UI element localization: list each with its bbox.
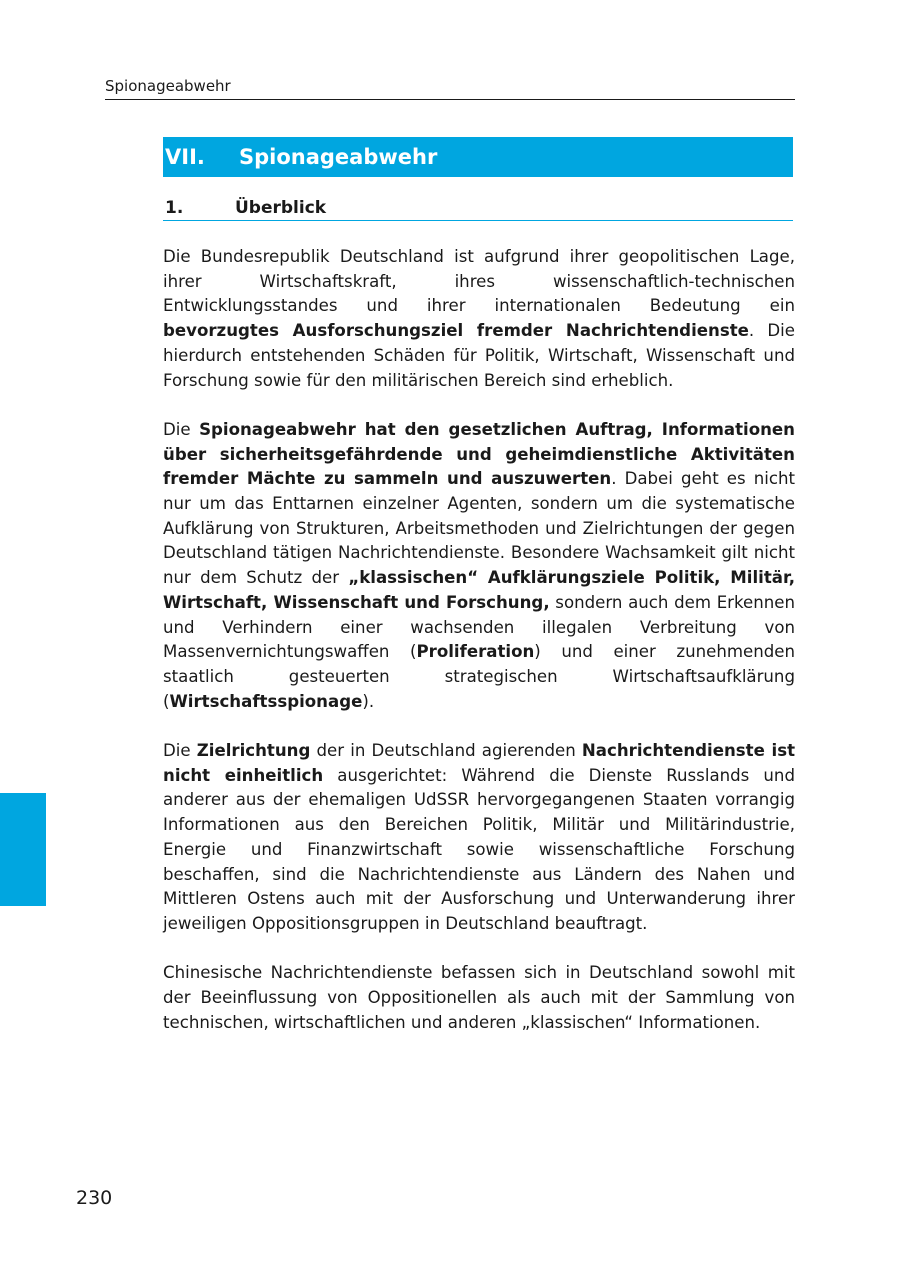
text-run: ) und einer zunehmenden staatlich gesteuerten strategischen Wirtschaftsaufklärung ( (163, 642, 795, 711)
section-heading (163, 197, 793, 221)
text-run: Die (163, 741, 197, 761)
text-run: der in Deutschland agierenden (310, 741, 582, 761)
text-run: Die (163, 419, 200, 439)
body-text (163, 245, 795, 1060)
text-run: . Die hierdurch entstehenden Schäden für Politik, Wirtschaft, Wissenschaft und Forschung sowie für den militärischen Bereich sind erheblich. (163, 321, 795, 390)
emphasis-text: bevorzugtes Ausforschungsziel fremder Nachrichtendienste (163, 321, 749, 341)
emphasis-text: Wirtschaftsspionage (169, 691, 363, 711)
paragraph-3 (163, 739, 795, 937)
emphasis-text: Proliferation (416, 642, 535, 662)
chapter-heading (163, 137, 793, 177)
text-run: Chinesische Nachrichtendienste befassen sich in Deutschland sowohl mit der Beeinflussung von Oppositionellen als auch mit der Sammlung von technischen, wirtschaftlichen und anderen „klassischen“ Informationen. (163, 963, 795, 1032)
emphasis-text: „klassischen“ Aufklärungsziele Politik, Militär, Wirtschaft, Wissenschaft und Forschung, (163, 568, 795, 612)
text-run: . Dabei geht es nicht nur um das Enttarnen einzelner Agenten, sondern um die systematische Aufklärung von Strukturen, Arbeitsmethoden und Zielrichtungen der gegen Deutschland tätigen Nachrichtendienste. Besondere Wachsamkeit gilt nicht nur dem Schutz der (163, 469, 795, 588)
paragraph-1 (163, 245, 795, 393)
text-run: ausgerichtet: Während die Dienste Russlands und anderer aus der ehemaligen UdSSR hervorgegangenen Staaten vorrangig Informationen aus den Bereichen Politik, Militär und Militärindustrie, Energie und Finanzwirtschaft sowie wissenschaftliche Forschung beschaffen, sind die Nachrichtendienste aus Ländern des Nahen und Mittleren Ostens auch mit der Ausforschung und Unterwanderung ihrer jeweiligen Oppositionsgruppen in Deutschland beauftragt. (163, 765, 795, 933)
paragraph-2 (163, 418, 795, 714)
text-run: Die Bundesrepublik Deutschland ist aufgrund ihrer geopolitischen Lage, ihrer Wirtschaftskraft, ihres wissenschaftlich-technischen Entwicklungsstandes und ihrer internationalen Bedeutung ein (163, 247, 795, 316)
section-number: 1. (165, 198, 184, 218)
paragraph-4 (163, 961, 795, 1035)
running-head: Spionageabwehr (105, 76, 795, 100)
chapter-title: Spionageabwehr (239, 145, 438, 169)
emphasis-text: Spionageabwehr hat den gesetzlichen Auftrag, Informationen über sicherheitsgefährdende und geheimdienstliche Aktivitäten fremder Mächte zu sammeln und auszuwerten (163, 419, 795, 489)
emphasis-text: Zielrichtung (196, 741, 311, 761)
chapter-number: VII. (165, 145, 205, 169)
emphasis-text: Nachrichtendienste ist nicht einheitlich (163, 741, 796, 785)
page-number: 230 (76, 1187, 113, 1209)
section-title: Überblick (235, 198, 327, 218)
text-run: sondern auch dem Erkennen und Verhindern einer wachsenden illegalen Verbreitung von Massenvernichtungswaffen ( (163, 592, 795, 662)
chapter-side-tab (0, 793, 46, 906)
text-run: ). (362, 691, 375, 711)
